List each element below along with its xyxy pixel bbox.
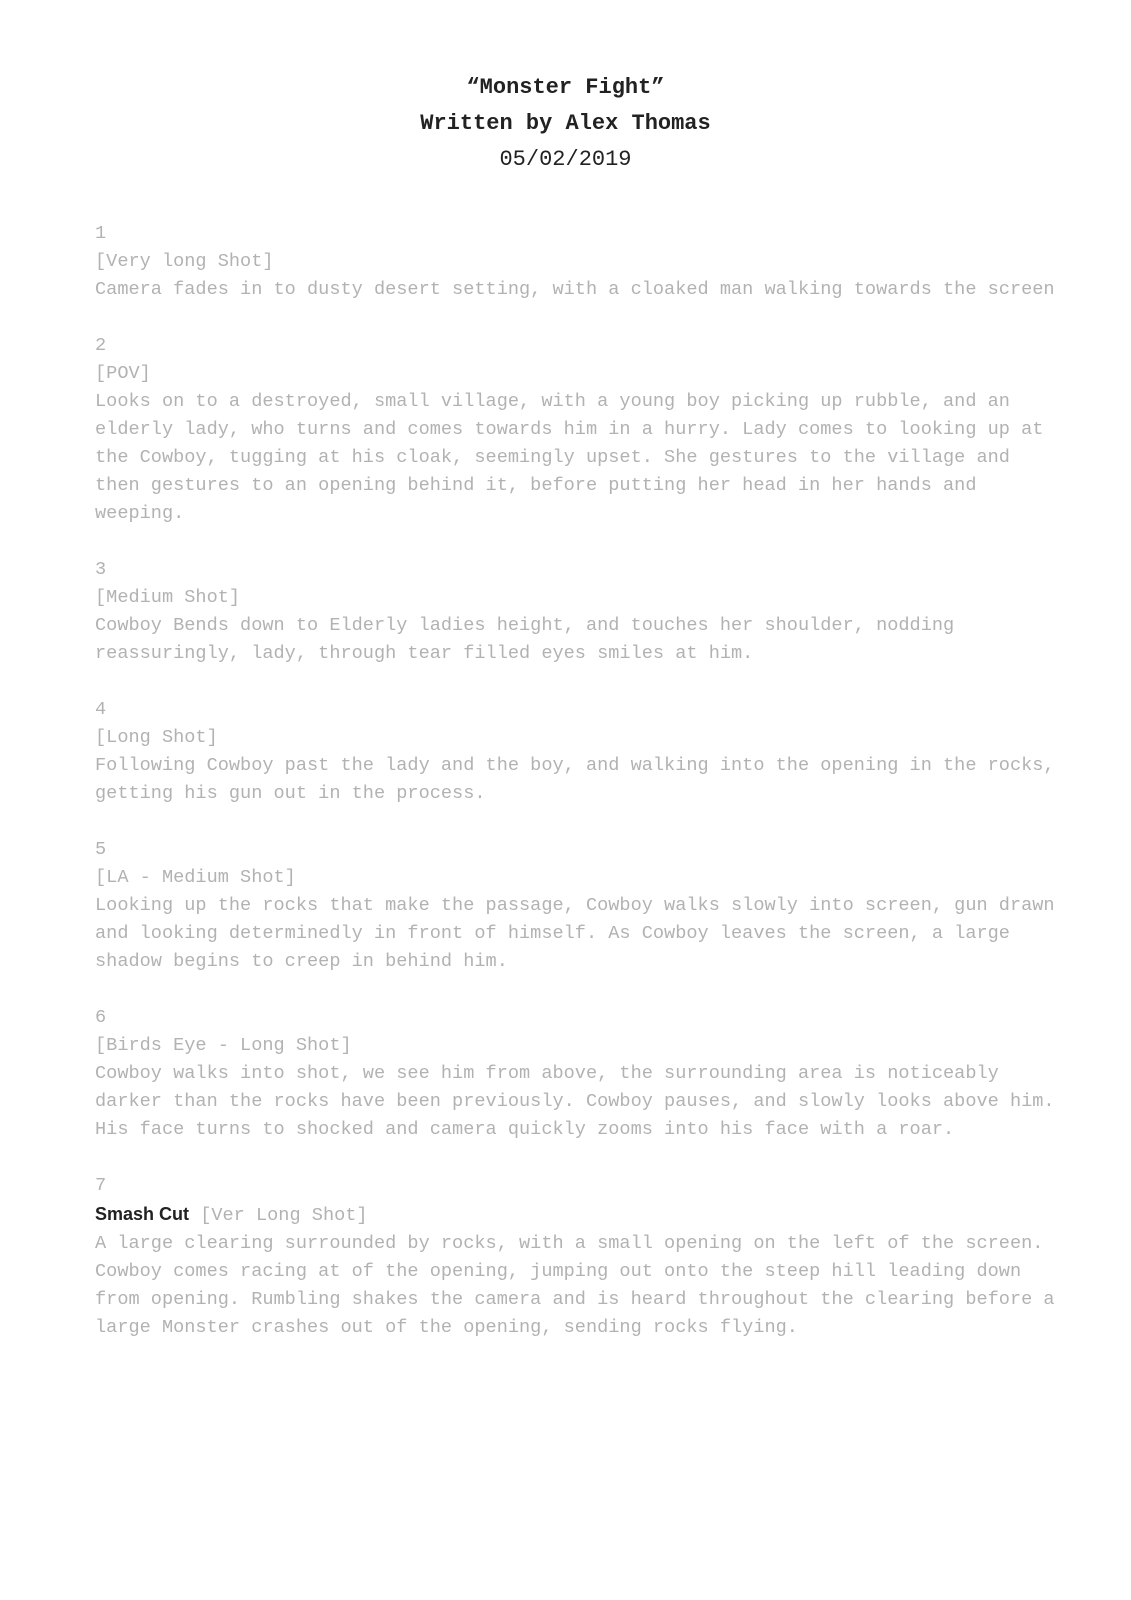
shot-type: [Very long Shot]	[95, 251, 274, 272]
scene-6	[95, 1004, 1055, 1144]
scene-4	[95, 696, 1055, 808]
script-title: “Monster Fight”	[466, 75, 665, 100]
scene-list	[95, 220, 1055, 1370]
scene-description: Cowboy walks into shot, we see him from above, the surrounding area is noticeably darker than the rocks have been previously. Cowboy pauses, and slowly looks above him. His face turns to shocked and camera quickly zooms into his face with a roar.	[95, 1063, 1055, 1140]
scene-number: 2	[95, 335, 107, 356]
scene-1	[95, 220, 1055, 304]
scene-description: Looking up the rocks that make the passage, Cowboy walks slowly into screen, gun drawn and looking determinedly in front of himself. As Cowboy leaves the screen, a large shadow begins to creep in behind him.	[95, 895, 1055, 972]
shot-type: [Long Shot]	[95, 727, 218, 748]
scene-5	[95, 836, 1055, 976]
cut-label: Smash Cut	[95, 1204, 190, 1224]
scene-description: Cowboy Bends down to Elderly ladies height, and touches her shoulder, nodding reassuringly, lady, through tear filled eyes smiles at him.	[95, 615, 955, 664]
script-date: 05/02/2019	[499, 147, 632, 172]
shot-type: [Medium Shot]	[95, 587, 241, 608]
shot-type: [LA - Medium Shot]	[95, 867, 296, 888]
scene-2	[95, 332, 1055, 528]
scene-7	[95, 1172, 1055, 1342]
shot-type: [Birds Eye - Long Shot]	[95, 1035, 352, 1056]
shot-type: [POV]	[95, 363, 151, 384]
scene-number: 6	[95, 1007, 107, 1028]
scene-description: Following Cowboy past the lady and the boy, and walking into the opening in the rocks, getting his gun out in the process.	[95, 755, 1055, 804]
scene-description: A large clearing surrounded by rocks, with a small opening on the left of the screen. Cowboy comes racing at of the opening, jumping out onto the steep hill leading down from opening. Rumbling shakes the camera and is heard throughout the clearing before a large Monster crashes out of the opening, sending rocks flying.	[95, 1233, 1055, 1338]
script-byline: Written by Alex Thomas	[420, 111, 711, 136]
scene-description: Camera fades in to dusty desert setting, with a cloaked man walking towards the screen	[95, 279, 1055, 300]
shot-type: [Ver Long Shot]	[200, 1205, 368, 1226]
scene-number: 1	[95, 223, 107, 244]
scene-number: 4	[95, 699, 107, 720]
scene-number: 7	[95, 1175, 107, 1196]
title-block	[0, 70, 1131, 178]
scene-number: 3	[95, 559, 107, 580]
shot-line	[95, 1200, 1055, 1230]
scene-number: 5	[95, 839, 107, 860]
scene-3	[95, 556, 1055, 668]
scene-description: Looks on to a destroyed, small village, with a young boy picking up rubble, and an elderly lady, who turns and comes towards him in a hurry. Lady comes to looking up at the Cowboy, tugging at his cloak, seemingly upset. She gestures to the village and then gestures to an opening behind it, before putting her head in her hands and weeping.	[95, 391, 1044, 524]
